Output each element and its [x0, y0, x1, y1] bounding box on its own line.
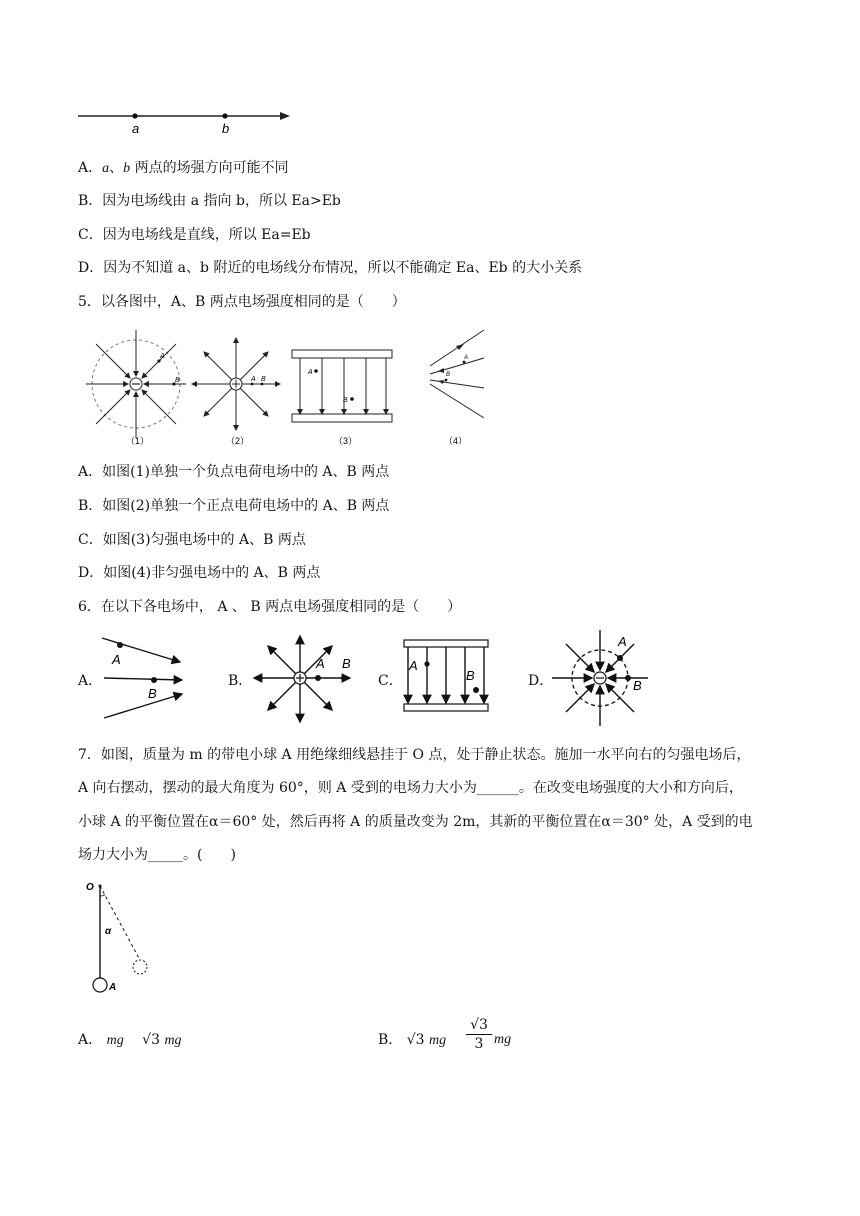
svg-text:α: α: [105, 926, 112, 937]
svg-text:A: A: [112, 652, 121, 667]
svg-text:B: B: [633, 678, 642, 693]
q5-figures: [86, 324, 506, 448]
q5-stem: 5．以各图中，A、B 两点电场强度相同的是（ ）: [78, 294, 406, 310]
q5-option-a[interactable]: A．如图(1)单独一个负点电荷电场中的 A、B 两点: [78, 464, 390, 480]
q6-option-a-letter[interactable]: A．: [78, 673, 103, 689]
q4-option-a[interactable]: A．a、b 两点的场强方向可能不同: [78, 160, 289, 176]
point-b-label: b: [222, 121, 230, 136]
svg-text:A: A: [109, 982, 117, 993]
q6-fig-b-positive-charge: [254, 636, 351, 722]
svg-text:A: A: [316, 656, 325, 671]
q4-option-b[interactable]: B．因为电场线由 a 指向 b，所以 Ea>Eb: [78, 193, 341, 209]
point-a-label: a: [132, 121, 140, 136]
q5-fig4-nonuniform-field: [430, 330, 484, 446]
svg-text:A: A: [618, 634, 627, 649]
svg-text:O: O: [86, 882, 94, 893]
q6-option-d-letter[interactable]: D．: [528, 673, 554, 689]
svg-text:（2）: （2）: [226, 436, 250, 446]
svg-text:A: A: [464, 355, 469, 361]
q7-option-b-fraction: √3 3: [466, 1016, 492, 1053]
q5-option-d[interactable]: D．如图(4)非匀强电场中的 A、B 两点: [78, 565, 321, 581]
svg-text:B: B: [343, 397, 348, 404]
q5-option-c[interactable]: C．如图(3)匀强电场中的 A、B 两点: [78, 532, 306, 548]
q7-option-b-tail: mg: [494, 1032, 512, 1047]
svg-text:B: B: [446, 372, 451, 378]
svg-text:B: B: [261, 376, 266, 383]
q6-option-c-letter[interactable]: C．: [378, 673, 403, 689]
svg-text:B: B: [466, 668, 475, 683]
q7-stem-line-3: 小球 A 的平衡位置在α＝60° 处，然后再将 A 的质量改变为 2m，其新的平衡位置在α＝30° 处，A 受到的电: [78, 814, 753, 830]
svg-text:B: B: [342, 656, 351, 671]
q5-option-b[interactable]: B．如图(2)单独一个正点电荷电场中的 A、B 两点: [78, 498, 390, 514]
svg-text:A: A: [308, 369, 313, 376]
q6-option-b-letter[interactable]: B．: [228, 673, 253, 689]
q4-option-d[interactable]: D．因为不知道 a、b 附近的电场线分布情况，所以不能确定 Ea、Eb 的大小关系: [78, 260, 583, 276]
q7-option-b[interactable]: B． √3 mg: [378, 1032, 447, 1048]
svg-text:（1）: （1）: [126, 436, 150, 446]
svg-text:（4）: （4）: [444, 436, 468, 446]
q4-option-c[interactable]: C．因为电场线是直线，所以 Ea=Eb: [78, 227, 311, 243]
q5-fig3-uniform-field: [292, 350, 392, 446]
q6-figures: [96, 628, 656, 728]
q6-fig-a-nonuniform: [102, 638, 182, 718]
q7-stem-line-4: 场力大小为_____。( ): [78, 847, 236, 863]
q5-fig2-positive-charge: [192, 338, 280, 446]
q6-stem: 6．在以下各电场中， A 、 B 两点电场强度相同的是（ ）: [78, 599, 462, 615]
q4-field-line-figure: [74, 106, 298, 138]
q5-fig1-negative-charge: [86, 330, 186, 446]
svg-text:A: A: [251, 376, 256, 383]
svg-text:B: B: [148, 686, 157, 701]
q7-option-a[interactable]: A． mg √3 mg: [78, 1032, 182, 1048]
q6-fig-c-uniform-field: [404, 640, 488, 711]
svg-text:A: A: [160, 353, 165, 360]
svg-text:B: B: [175, 377, 180, 384]
q7-stem-line-1: 7．如图，质量为 m 的带电小球 A 用绝缘细线悬挂于 O 点，处于静止状态。施加一水平向右的匀强电场后，: [78, 747, 751, 763]
q7-pendulum-figure: [84, 876, 164, 1000]
svg-text:（3）: （3）: [334, 436, 358, 446]
svg-text:A: A: [409, 658, 418, 673]
q6-fig-d-negative-charge: [552, 630, 648, 726]
q7-stem-line-2: A 向右摆动，摆动的最大角度为 60°，则 A 受到的电场力大小为______。在改变电场强度的大小和方向后，: [78, 780, 743, 796]
